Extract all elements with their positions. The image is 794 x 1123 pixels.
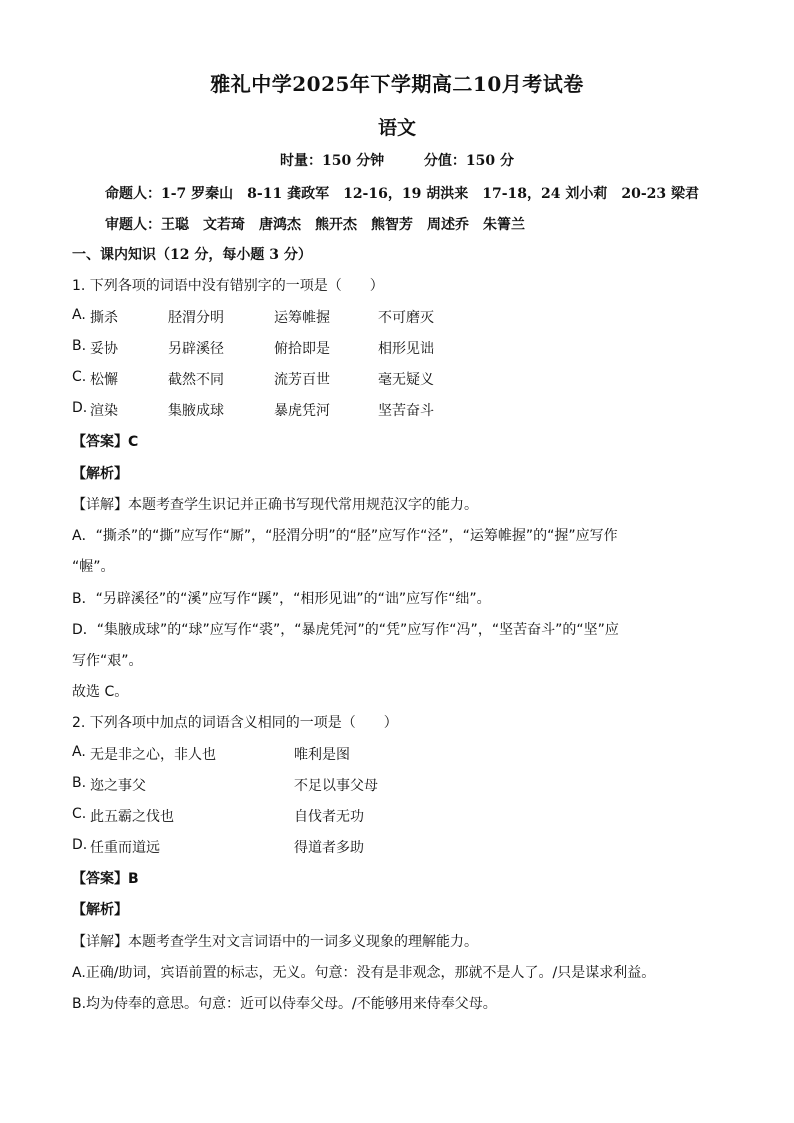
option-label: B. [72, 775, 87, 791]
explanation-line: D．“集腋成球”的“球”应写作“裘”，“暴虎凭河”的“凭”应写作“冯”，“坚苦奋斗”的“坚”应 [72, 622, 619, 638]
option-label: A. [72, 307, 86, 323]
option-word: 渲染 [90, 403, 118, 419]
section-heading: 一、课内知识（12 分，每小题 3 分） [72, 247, 312, 263]
question-2-stem: 2. 下列各项中加点的词语含义相同的一项是（ ） [72, 715, 398, 731]
option-phrase: 任重而道远 [90, 840, 160, 856]
option-word: 坚苦奋斗 [378, 403, 434, 419]
explanation-line: A．“撕杀”的“撕”应写作“厮”，“胫渭分明”的“胫”应写作“泾”，“运筹帷握”的“握”应写作 [72, 528, 618, 544]
analysis-label: 【解析】 [72, 466, 128, 482]
exam-title: 雅礼中学2025年下学期高二10月考试卷 [210, 72, 584, 96]
option-label: D. [72, 400, 88, 416]
option-word: 俯拾即是 [274, 341, 330, 357]
option-phrase: 迩之事父 [90, 778, 146, 794]
explanation-line: B．“另辟溪径”的“溪”应写作“蹊”，“相形见诎”的“诎”应写作“绌”。 [72, 591, 491, 607]
option-word: 流芳百世 [274, 372, 330, 388]
score-label: 分值：150 分 [423, 153, 514, 169]
option-word: 集腋成球 [168, 403, 224, 419]
option-word: 妥协 [90, 341, 118, 357]
option-word: 毫无疑义 [378, 372, 434, 388]
option-phrase: 无是非之心，非人也 [90, 747, 216, 763]
explanation-line: “幄”。 [72, 559, 115, 575]
detail-text: 【详解】本题考查学生对文言词语中的一词多义现象的理解能力。 [72, 934, 478, 950]
question-1-stem: 1. 下列各项的词语中没有错别字的一项是（ ） [72, 278, 384, 294]
exam-meta [0, 150, 794, 170]
reviewers-line: 审题人：王聪 文若琦 唐鸿杰 熊开杰 熊智芳 周述乔 朱箐兰 [105, 217, 525, 233]
setters-line: 命题人：1-7 罗秦山 8-11 龚政军 12-16，19 胡洪来 17-18，24 刘小莉 20-23 梁君 [105, 186, 699, 202]
explanation-line: 写作“艰”。 [72, 653, 143, 669]
option-label: C. [72, 369, 87, 385]
option-word: 不可磨灭 [378, 310, 434, 326]
option-label: C. [72, 806, 87, 822]
option-word: 松懈 [90, 372, 118, 388]
time-label: 时量：150 分钟 [280, 153, 385, 169]
answer-label: 【答案】B [72, 871, 139, 887]
analysis-label: 【解析】 [72, 902, 128, 918]
option-word: 运筹帷握 [274, 310, 330, 326]
answer-label: 【答案】C [72, 434, 139, 450]
detail-text: 【详解】本题考查学生识记并正确书写现代常用规范汉字的能力。 [72, 497, 478, 513]
option-word: 相形见诎 [378, 341, 434, 357]
option-phrase: 得道者多助 [294, 840, 364, 856]
option-word: 撕杀 [90, 310, 118, 326]
option-word: 截然不同 [168, 372, 224, 388]
option-label: A. [72, 744, 86, 760]
conclusion-text: 故选 C。 [72, 684, 129, 700]
option-phrase: 此五霸之伐也 [90, 809, 174, 825]
explanation-line: A.正确/助词，宾语前置的标志，无义。句意：没有是非观念，那就不是人了。/只是谋求利益。 [72, 965, 656, 981]
option-label: B. [72, 338, 87, 354]
option-phrase: 自伐者无功 [294, 809, 364, 825]
option-word: 胫渭分明 [168, 310, 224, 326]
option-word: 暴虎凭河 [274, 403, 330, 419]
option-word: 另辟溪径 [168, 341, 224, 357]
option-phrase: 不足以事父母 [294, 778, 378, 794]
subject-title: 语文 [377, 117, 416, 139]
option-phrase: 唯利是图 [294, 747, 350, 763]
explanation-line: B.均为侍奉的意思。句意：近可以侍奉父母。/不能够用来侍奉父母。 [72, 996, 497, 1012]
option-label: D. [72, 837, 88, 853]
